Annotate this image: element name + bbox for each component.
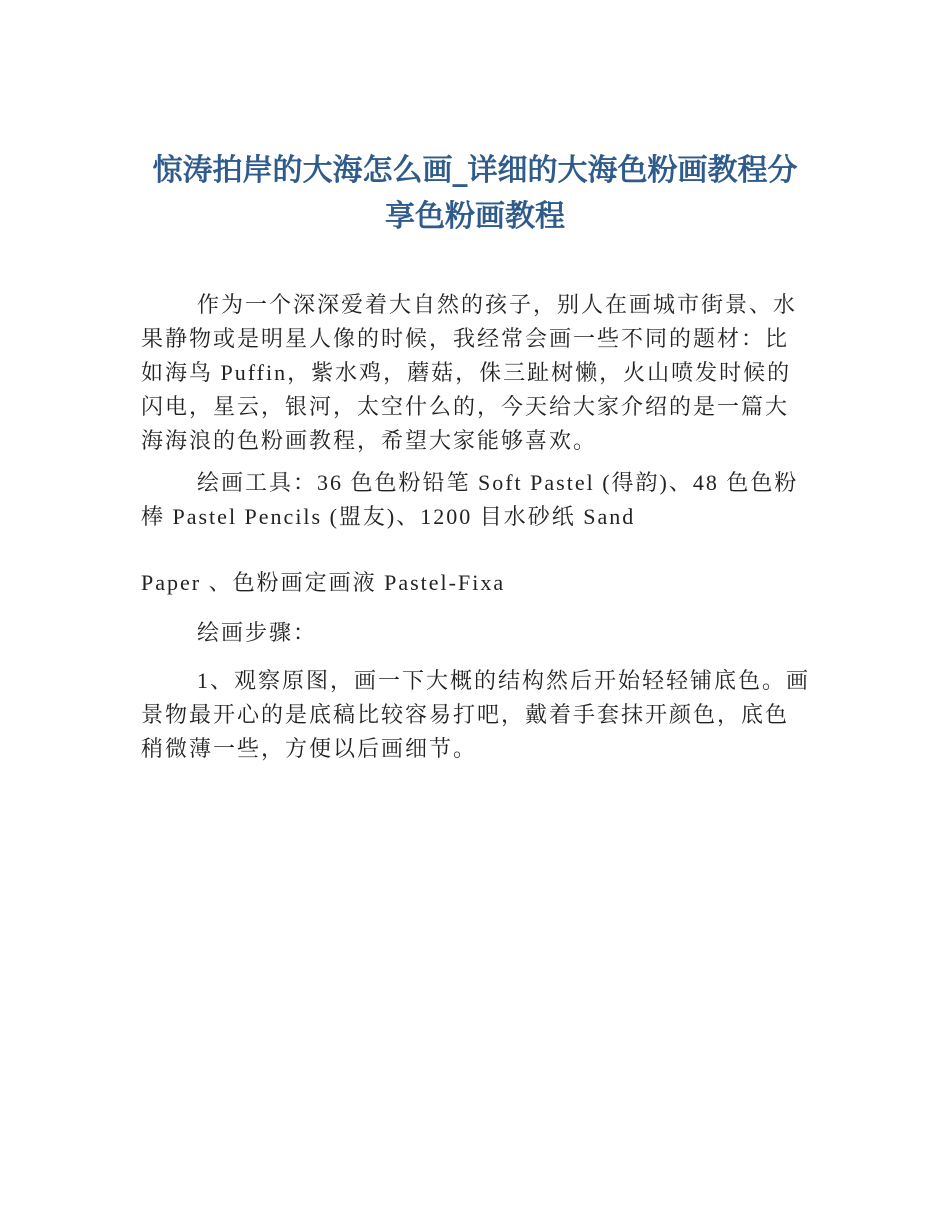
tools-paragraph: 绘画工具：36 色色粉铅笔 Soft Pastel (得韵)、48 色色粉棒 Pastel Pencils (盟友)、1200 目水砂纸 Sand — [141, 470, 799, 529]
intro-paragraph: 作为一个深深爱着大自然的孩子，别人在画城市街景、水果静物或是明星人像的时候，我经常会画一些不同的题材：比如海鸟 Puffin，紫水鸡，蘑菇，侏三趾树懒，火山喷发时候的闪电，星云，银河，太空什么的，今天给大家介绍的是一篇大海海浪的色粉画教程，希望大家能够喜欢。 — [141, 292, 798, 453]
tools-paragraph-continued: Paper 、色粉画定画液 Pastel-Fixa — [141, 570, 506, 595]
page-title: 惊涛拍岸的大海怎么画_详细的大海色粉画教程分享色粉画教程 — [152, 153, 798, 234]
steps-heading: 绘画步骤： — [197, 620, 318, 645]
step-1-paragraph: 1、观察原图，画一下大概的结构然后开始轻轻铺底色。画景物最开心的是底稿比较容易打吧，戴着手套抹开颜色，底色稍微薄一些，方便以后画细节。 — [141, 668, 811, 761]
